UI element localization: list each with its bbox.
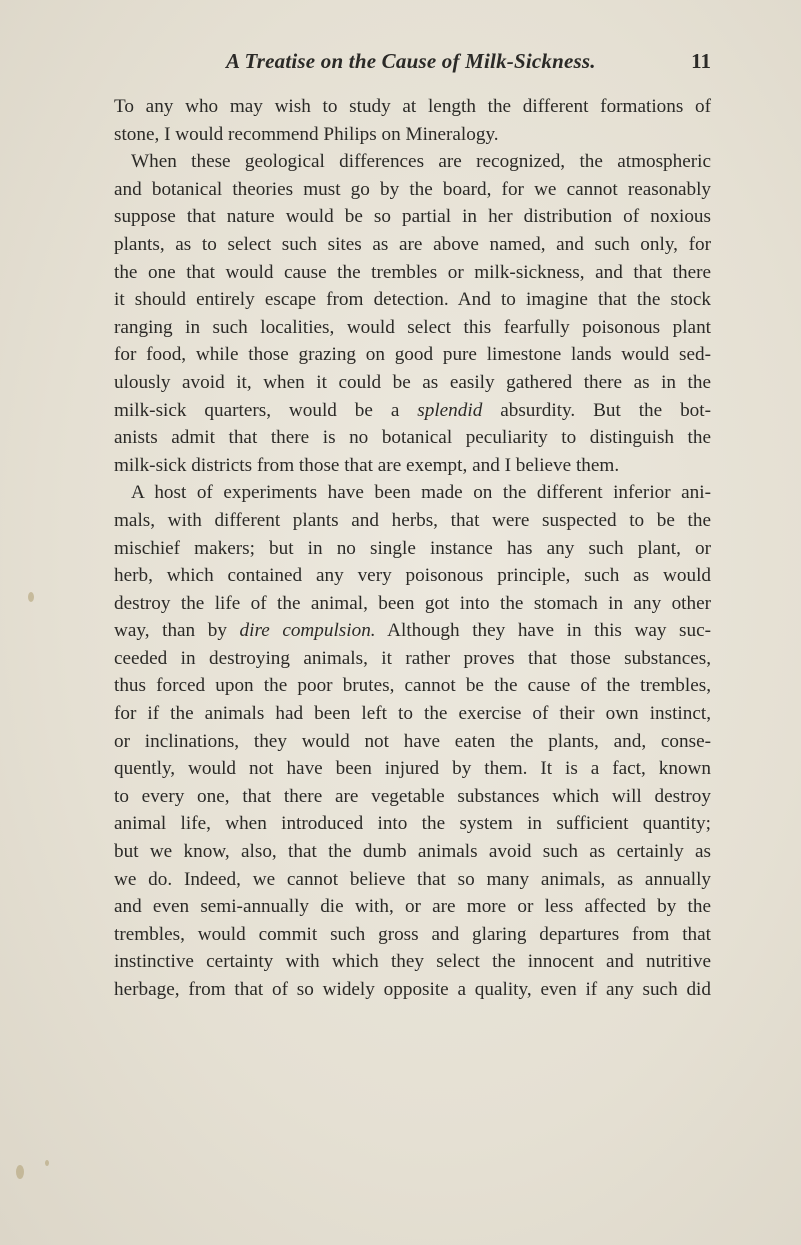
- text-line: ulously avoid it, when it could be as easily gathered there as in the: [114, 371, 711, 393]
- text-line: stone, I would recommend Philips on Mineralogy.: [114, 123, 499, 145]
- text-line: to every one, that there are vegetable substances which will destroy: [114, 785, 711, 807]
- text-line: we do. Indeed, we cannot believe that so many animals, as annually: [114, 868, 711, 890]
- text-line: thus forced upon the poor brutes, cannot be the cause of the trembles,: [114, 675, 711, 697]
- text-line: When these geological differences are recognized, the atmospheric: [131, 151, 711, 173]
- italic-emphasis: dire compulsion.: [239, 620, 376, 642]
- text-line: for if the animals had been left to the exercise of their own instinct,: [114, 703, 711, 725]
- text-line: instinctive certainty with which they select the innocent and nutritive: [114, 951, 711, 973]
- text-line: animal life, when introduced into the system in sufficient quantity;: [114, 813, 711, 835]
- text-line: ceeded in destroying animals, it rather proves that those substances,: [114, 647, 711, 669]
- text-line: mischief makers; but in no single instance has any such plant, or: [114, 537, 711, 559]
- running-title: A Treatise on the Cause of Milk-Sickness.: [226, 49, 596, 73]
- text-line: anists admit that there is no botanical peculiarity to distinguish the: [114, 427, 711, 449]
- text-line: A host of experiments have been made on the different inferior ani-: [131, 482, 711, 504]
- page-number: 11: [691, 49, 711, 73]
- text-line: for food, while those grazing on good pure limestone lands would sed-: [114, 344, 711, 366]
- italic-emphasis: splendid: [417, 399, 483, 421]
- text-line: it should entirely escape from detection. And to imagine that the stock: [114, 289, 711, 311]
- text-line: or inclinations, they would not have eaten the plants, and, conse-: [114, 730, 711, 752]
- text-line: trembles, would commit such gross and glaring departures from that: [114, 923, 711, 945]
- paper-stain: [16, 1165, 24, 1179]
- text-line: but we know, also, that the dumb animals avoid such as certainly as: [114, 841, 711, 863]
- text-line: and even semi-annually die with, or are more or less affected by the: [114, 896, 711, 918]
- text-line: the one that would cause the trembles or milk-sickness, and that there: [114, 261, 711, 283]
- paper-stain: [28, 592, 34, 602]
- text-line: way, than by dire compulsion. Although they have in this way suc-: [114, 620, 712, 642]
- text-line: herbage, from that of so widely opposite a quality, even if any such did: [114, 979, 711, 1000]
- text-line: To any who may wish to study at length the different formations of: [114, 96, 711, 117]
- text-line: milk-sick districts from those that are exempt, and I believe them.: [114, 454, 620, 476]
- body-text: [114, 93, 711, 1004]
- text-line: mals, with different plants and herbs, that were suspected to be the: [114, 509, 711, 531]
- text-line: and botanical theories must go by the board, for we cannot reasonably: [114, 178, 711, 200]
- text-line: herb, which contained any very poisonous principle, such as would: [114, 565, 711, 587]
- text-line: suppose that nature would be so partial in her distribution of noxious: [114, 206, 711, 228]
- paper-stain: [45, 1160, 49, 1166]
- text-line: plants, as to select such sites as are above named, and such only, for: [114, 233, 711, 255]
- running-head: [226, 46, 711, 76]
- text-line: milk-sick quarters, would be a splendid absurdity. But the bot-: [114, 399, 711, 421]
- text-line: quently, would not have been injured by them. It is a fact, known: [114, 758, 711, 780]
- text-line: ranging in such localities, would select this fearfully poisonous plant: [114, 316, 711, 338]
- text-line: destroy the life of the animal, been got into the stomach in any other: [114, 592, 711, 614]
